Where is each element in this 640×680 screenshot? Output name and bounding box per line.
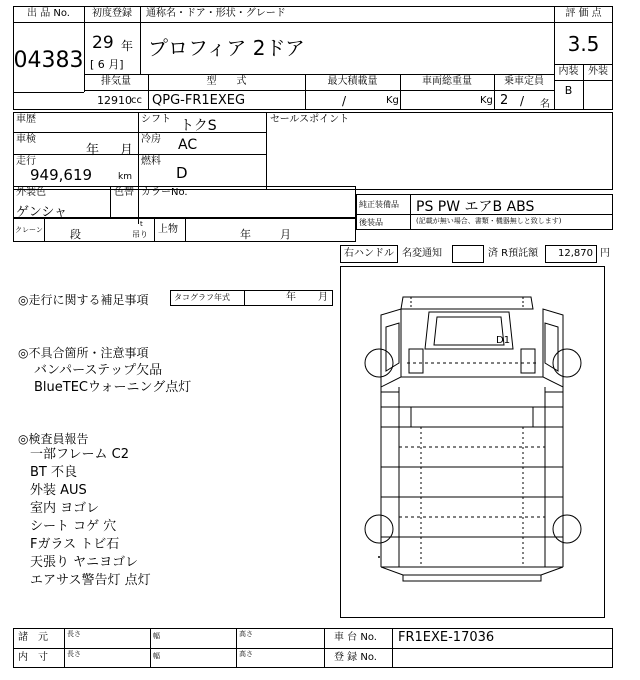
- inspector-item: 室内 ヨゴレ: [30, 501, 100, 516]
- equipment-label: 純正装備品: [359, 200, 399, 209]
- reg-year: 29: [92, 33, 114, 53]
- first-reg-label: 初度登録: [92, 8, 132, 19]
- name-change-box: [452, 245, 484, 263]
- spec-length-label: 長さ: [67, 630, 81, 638]
- inspector-item: Fガラス トビ石: [30, 537, 120, 552]
- deposit-unit: 円: [600, 248, 610, 259]
- spec-width-label: 幅: [153, 632, 160, 640]
- upper-year: 年: [240, 228, 251, 241]
- inspector-item: 一部フレーム C2: [30, 447, 129, 462]
- lot-number: 04383: [13, 48, 84, 73]
- chassis-value: FR1EXE-17036: [398, 630, 495, 645]
- aircon-value: AC: [178, 137, 198, 153]
- color-change-label: 色替: [114, 187, 134, 198]
- spec-label: 諸 元: [18, 632, 48, 643]
- model-label: 型 式: [206, 76, 247, 87]
- inspector-item: 天張り ヤニヨゴレ: [30, 555, 139, 570]
- chassis-label: 車 台 No.: [334, 632, 377, 643]
- fuel-value: D: [176, 164, 188, 182]
- capacity-slash: /: [520, 94, 525, 108]
- mileage-unit: km: [118, 172, 132, 182]
- mileage-value: 949,619: [30, 166, 93, 184]
- interior-grade: B: [564, 84, 573, 97]
- reg-year-unit: 年: [121, 39, 134, 53]
- upper-month: 月: [280, 228, 291, 241]
- max-load-unit: Kg: [386, 95, 399, 106]
- sales-point-label: セールスポイント: [270, 114, 350, 125]
- deposit-value: 12,870: [558, 248, 593, 259]
- capacity-value: 2: [500, 93, 509, 108]
- exterior-color-label: 外装色: [16, 187, 46, 198]
- name-change-label: 名変通知: [402, 248, 442, 259]
- crane-label: クレーン: [15, 226, 43, 234]
- shift-label: シフト: [141, 114, 171, 125]
- gross-weight-unit: Kg: [480, 95, 493, 106]
- damage-mark: D1: [496, 335, 511, 346]
- inspector-item: BT 不良: [30, 465, 77, 480]
- history-label: 車歴: [16, 114, 36, 125]
- car-name: プロフィア 2ドア: [148, 36, 305, 60]
- mileage-label: 走行: [16, 156, 36, 167]
- inspector-item: エアサス警告灯 点灯: [30, 573, 151, 588]
- crane-lift: 吊り: [132, 230, 148, 239]
- inner-height-label: 高さ: [239, 650, 253, 658]
- inner-width-label: 幅: [153, 652, 160, 660]
- max-load-slash: /: [342, 94, 347, 108]
- defect-item: BlueTECウォーニング点灯: [34, 380, 192, 395]
- shift-value: トクS: [180, 118, 217, 134]
- grade-value: 3.5: [567, 32, 600, 56]
- handle-type: 右ハンドル: [344, 248, 394, 259]
- inspection-year: 年: [86, 143, 100, 158]
- displacement-label: 排気量: [101, 76, 131, 87]
- crane-t: t: [140, 220, 143, 228]
- gross-weight-label: 車両総重量: [422, 76, 472, 87]
- model-value: QPG-FR1EXEG: [152, 93, 246, 108]
- crane-step: 段: [70, 228, 81, 241]
- max-load-label: 最大積載量: [327, 76, 378, 87]
- equipment-value: PS PW エアB ABS: [416, 199, 535, 215]
- interior-grade-label: 内装: [558, 66, 579, 77]
- lot-label: 出 品 No.: [27, 8, 70, 19]
- capacity-label: 乗車定員: [504, 76, 544, 87]
- inspector-title: ◎検査員報告: [18, 432, 89, 446]
- inspector-item: 外装 AUS: [30, 483, 87, 498]
- defect-item: バンパーステップ欠品: [34, 363, 163, 378]
- upper-label: 上物: [158, 224, 178, 235]
- grade-label: 評 価 点: [565, 8, 602, 19]
- aircon-label: 冷房: [141, 134, 161, 145]
- tacho-year: 年: [286, 292, 296, 303]
- name-label: 通称名・ドア・形状・グレード: [146, 8, 286, 19]
- exterior-grade-label: 外装: [588, 66, 608, 77]
- reg-no-label: 登 録 No.: [334, 652, 377, 663]
- deposit-label: 済 R預託額: [488, 248, 539, 259]
- reg-month: [ 6 月]: [90, 58, 124, 71]
- damage-diagram: [340, 266, 605, 618]
- defects-title: ◎不具合箇所・注意事項: [18, 346, 149, 360]
- fuel-label: 燃料: [141, 156, 161, 167]
- inspection-month: 月: [120, 143, 134, 158]
- truck-outline: [341, 267, 604, 617]
- tacho-month: 月: [318, 292, 328, 303]
- inspection-label: 車検: [16, 134, 36, 145]
- color-no-label: カラーNo.: [141, 187, 188, 198]
- capacity-unit: 名: [540, 99, 550, 110]
- inspector-item: シート コゲ 穴: [30, 519, 117, 534]
- spec-height-label: 高さ: [239, 630, 253, 638]
- tacho-label: タコグラフ年式: [174, 293, 230, 302]
- inner-size-label: 内 寸: [18, 652, 48, 663]
- exterior-color-value: ゲンシャ: [16, 205, 68, 220]
- displacement-value: 12910: [97, 94, 132, 107]
- inner-length-label: 長さ: [67, 650, 81, 658]
- aftermarket-note: (記載が無い場合、書類・機器無しと致します): [416, 217, 562, 225]
- aftermarket-label: 後装品: [359, 218, 383, 227]
- displacement-unit: cc: [131, 95, 142, 106]
- running-notes-title: ◎走行に関する補足事項: [18, 293, 149, 307]
